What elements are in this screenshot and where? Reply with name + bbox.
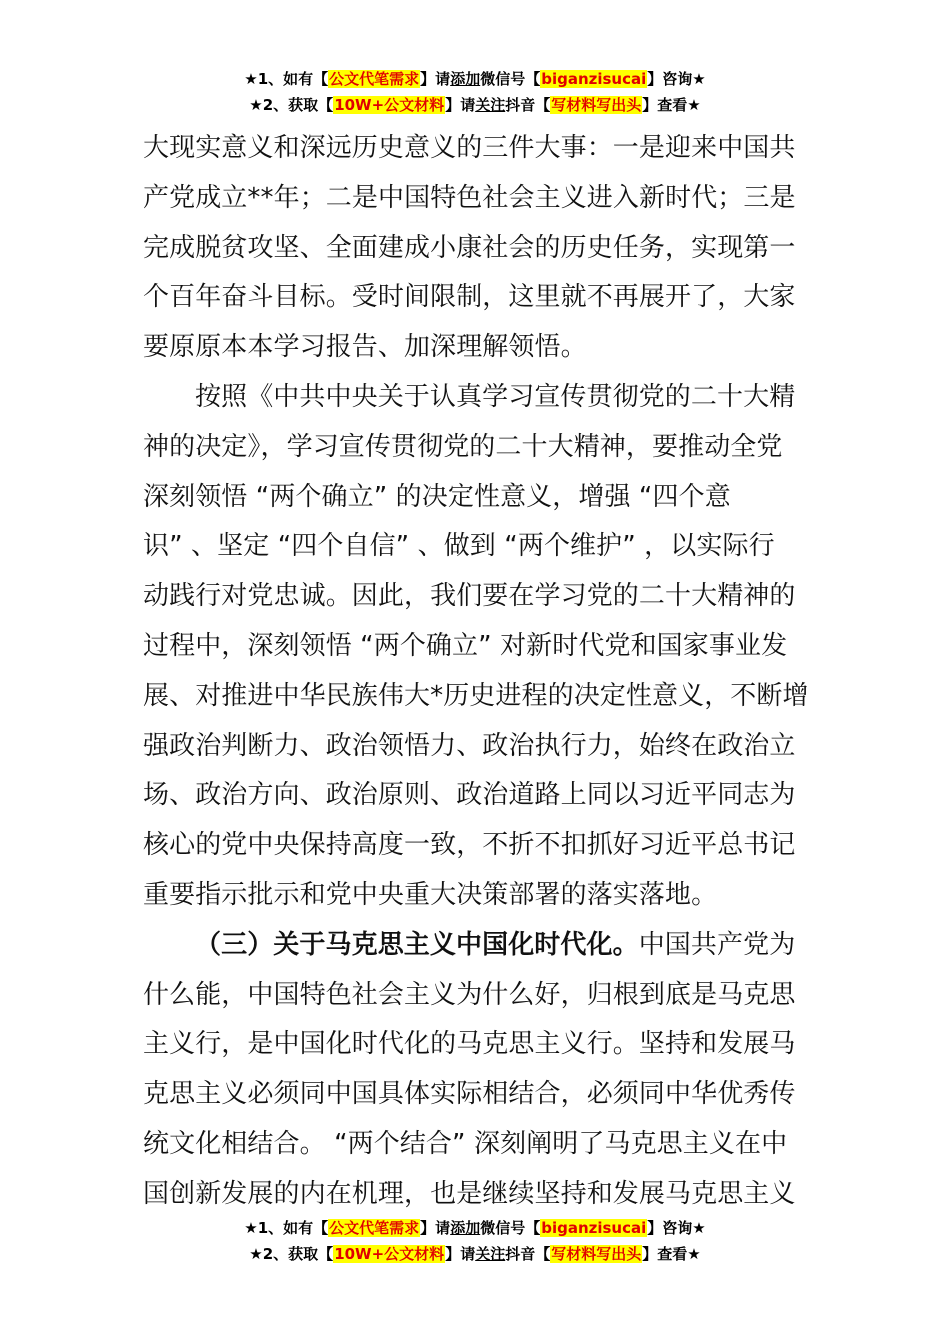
paragraph-line: 重要指示批示和党中央重大决策部署的落实落地。 <box>143 879 718 910</box>
paragraph-line: 个百年奋斗目标。受时间限制，这里就不再展开了，大家 <box>143 282 796 313</box>
paragraph-line: 克思主义必须同中国具体实际相结合，必须同中华优秀传 <box>143 1079 796 1110</box>
header-line-1 <box>0 66 950 92</box>
footer-line-1 <box>0 1215 950 1241</box>
paragraph-line: 场、政治方向、政治原则、政治道路上同以习近平同志为 <box>143 780 796 811</box>
paragraph-2 <box>143 373 823 921</box>
paragraph-line: 完成脱贫攻坚、全面建成小康社会的历史任务，实现第一 <box>143 232 796 263</box>
header-highlight-service: 公文代笔需求 <box>329 70 420 88</box>
footer-line-2-text: 】请 <box>445 1245 476 1263</box>
footer-line-1-text: 】请 <box>420 1219 451 1237</box>
header-underline-add: 添加 <box>450 70 481 88</box>
section-heading: （三）关于马克思主义中国化时代化。 <box>195 929 639 960</box>
paragraph-line: 过程中，深刻领悟 “两个确立” 对新时代党和国家事业发 <box>143 630 788 661</box>
footer-underline-add: 添加 <box>450 1219 481 1237</box>
header-line-2-text: ★2、获取【 <box>249 96 334 114</box>
header-line-1-text: 微信号【 <box>480 70 541 88</box>
footer-highlight-materials: 10W+公文材料 <box>334 1245 445 1263</box>
paragraph-line: 识” 、坚定 “四个自信” 、做到 “两个维护” ，以实际行 <box>143 531 775 562</box>
header-line-2 <box>0 92 950 118</box>
paragraph-line: 神的决定》，学习宣传贯彻党的二十大精神，要推动全党 <box>143 431 783 462</box>
footer-line-2-text: 抖音【 <box>505 1245 551 1263</box>
header-line-1-text: 】咨询★ <box>647 70 706 88</box>
footer-line-2-text: ★2、获取【 <box>249 1245 334 1263</box>
header-banner <box>0 66 950 118</box>
header-line-2-text: 】查看★ <box>642 96 701 114</box>
paragraph-line: 要原原本本学习报告、加深理解领悟。 <box>143 332 587 363</box>
footer-highlight-service: 公文代笔需求 <box>329 1219 420 1237</box>
paragraph-line <box>143 921 823 971</box>
paragraph-3 <box>143 921 823 1220</box>
footer-highlight-douyin: 写材料写出头 <box>551 1245 642 1263</box>
footer-line-2-text: 】查看★ <box>642 1245 701 1263</box>
header-line-1-text: ★1、如有【 <box>244 70 329 88</box>
paragraph-line: 核心的党中央保持高度一致，不折不扣抓好习近平总书记 <box>143 830 796 861</box>
header-underline-follow: 关注 <box>475 96 506 114</box>
paragraph-line: 强政治判断力、政治领悟力、政治执行力，始终在政治立 <box>143 730 796 761</box>
footer-line-1-text: ★1、如有【 <box>244 1219 329 1237</box>
paragraph-line: 统文化相结合。 “两个结合” 深刻阐明了马克思主义在中 <box>143 1128 788 1159</box>
footer-underline-follow: 关注 <box>475 1245 506 1263</box>
header-highlight-materials: 10W+公文材料 <box>334 96 445 114</box>
document-body <box>143 124 823 1220</box>
paragraph-text: 中国共产党为 <box>638 929 796 960</box>
footer-line-2 <box>0 1241 950 1267</box>
header-highlight-douyin: 写材料写出头 <box>551 96 642 114</box>
paragraph-line: 深刻领悟 “两个确立” 的决定性意义，增强 “四个意 <box>143 481 731 512</box>
header-highlight-wechat-id: biganzisucai <box>541 70 647 88</box>
paragraph-line: 展、对推进中华民族伟大*历史进程的决定性意义，不断增 <box>143 680 809 711</box>
header-line-2-text: 】请 <box>445 96 476 114</box>
footer-highlight-wechat-id: biganzisucai <box>541 1219 647 1237</box>
paragraph-line: 动践行对党忠诚。因此，我们要在学习党的二十大精神的 <box>143 581 796 612</box>
paragraph-line: 产党成立**年；二是中国特色社会主义进入新时代；三是 <box>143 182 796 213</box>
paragraph-1 <box>143 124 823 373</box>
paragraph-line: 什么能，中国特色社会主义为什么好，归根到底是马克思 <box>143 979 796 1010</box>
header-line-2-text: 抖音【 <box>505 96 551 114</box>
header-line-1-text: 】请 <box>420 70 451 88</box>
paragraph-line: 主义行，是中国化时代化的马克思主义行。坚持和发展马 <box>143 1029 796 1060</box>
paragraph-line: 按照《中共中央关于认真学习宣传贯彻党的二十大精 <box>195 381 796 412</box>
footer-banner <box>0 1215 950 1267</box>
paragraph-line: 国创新发展的内在机理，也是继续坚持和发展马克思主义 <box>143 1178 796 1209</box>
paragraph-line: 大现实意义和深远历史意义的三件大事：一是迎来中国共 <box>143 133 796 163</box>
footer-line-1-text: 】咨询★ <box>647 1219 706 1237</box>
footer-line-1-text: 微信号【 <box>480 1219 541 1237</box>
